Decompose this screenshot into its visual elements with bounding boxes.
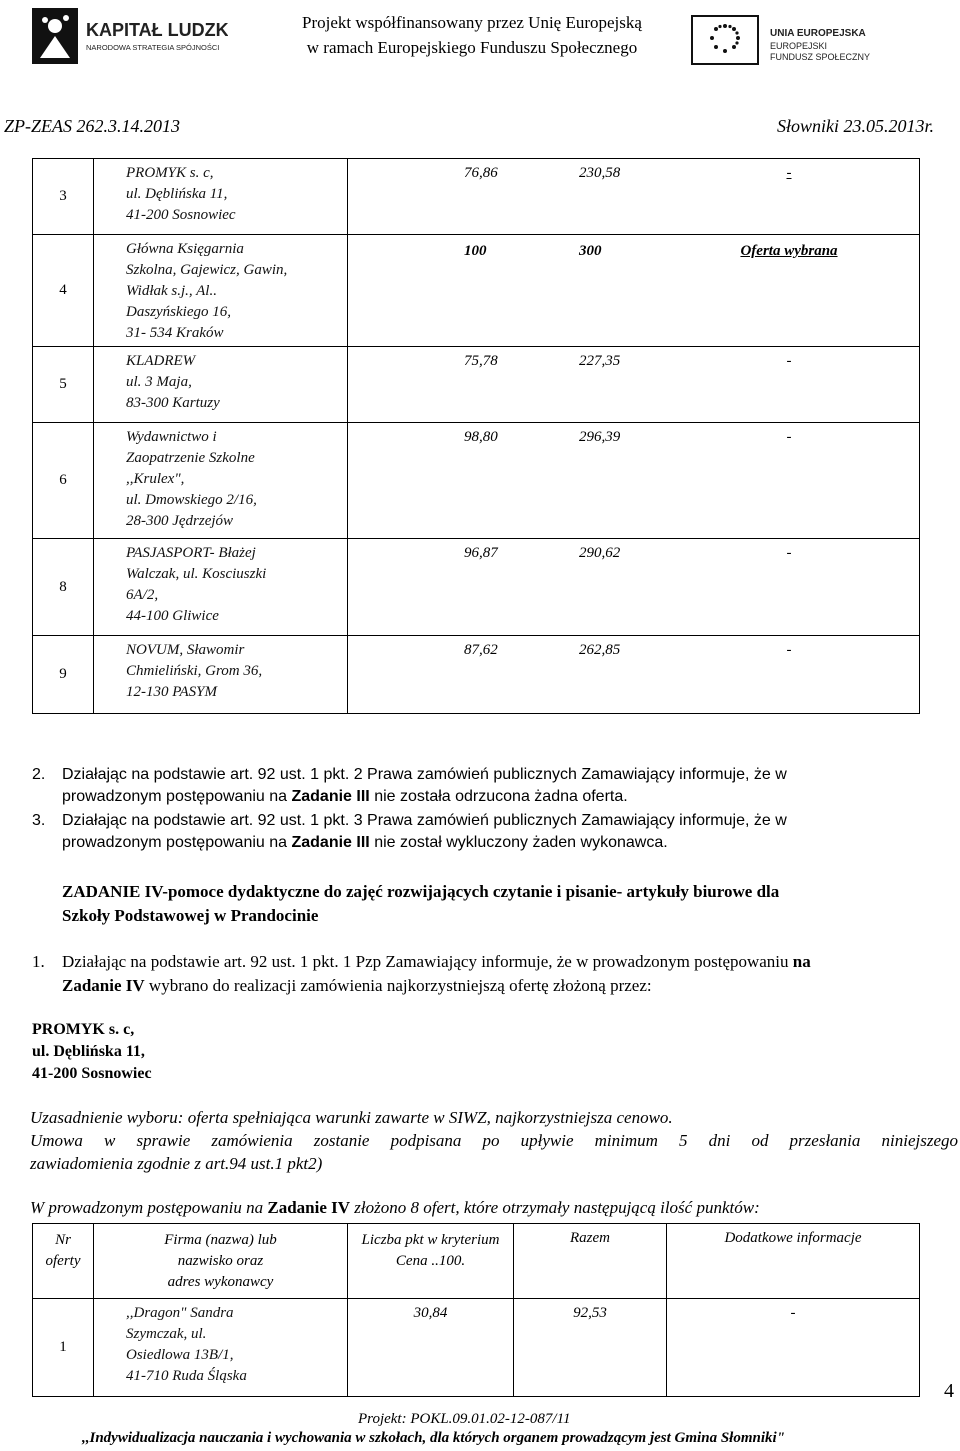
paragraph-bold: Zadanie III [291, 788, 370, 805]
offer-firm [94, 423, 348, 539]
offer-number: 6 [33, 423, 94, 539]
firm-line: ,,Dragon" Sandra [126, 1305, 234, 1321]
header-text: Cena ..100. [395, 1253, 466, 1269]
offer-values [348, 423, 920, 539]
firm-line: Główna Księgarnia [126, 241, 244, 257]
heading-line-2: Szkoły Podstawowej w Prandocinie [62, 906, 319, 925]
table-row [33, 159, 920, 235]
offer-number: 9 [33, 636, 94, 714]
cofinancing-line-1: Projekt współfinansowany przez Unię Europejską [302, 13, 642, 32]
header-nr [33, 1224, 94, 1299]
paragraph-text: Działając na podstawie art. 92 ust. 1 pkt. 1 Pzp Zamawiający informuje, że w prowadzonym postępowaniu [62, 952, 789, 971]
logo-left-subtitle: NARODOWA STRATEGIA SPÓJNOŚCI [86, 43, 220, 52]
header-text: adres wykonawcy [167, 1274, 274, 1290]
firm-line: Wydawnictwo i [126, 429, 217, 445]
firm-line: ul. Dmowskiego 2/16, [126, 492, 257, 508]
firm-line: ,,Krulex", [126, 471, 185, 487]
paragraph-number: 3. [32, 812, 46, 829]
kapital-ludzki-emblem-icon [28, 6, 228, 68]
offer-values [348, 159, 920, 235]
firm-line: 31- 534 Kraków [126, 325, 224, 341]
offer-values [348, 636, 920, 714]
offer-firm [94, 539, 348, 636]
footer-project-title: ,,Indywidualizacja nauczania i wychowania w szkołach, dla których organem prowadzącym jest Gmina Słomniki" [82, 1430, 786, 1446]
points-value: 30,84 [348, 1299, 514, 1397]
points-value: 96,87 [464, 545, 498, 561]
total-value: 230,58 [579, 165, 621, 181]
total-value: 92,53 [514, 1299, 667, 1397]
chosen-offer-label: Oferta wybrana [740, 243, 838, 259]
cofinancing-line-2: w ramach Europejskiego Funduszu Społecznego [306, 38, 638, 57]
table-row [33, 423, 920, 539]
values-row [348, 347, 919, 370]
firm-line: PROMYK s. c, [126, 165, 214, 181]
header-text: Nr [55, 1232, 71, 1248]
firm-line: Widłak s.j., Al.. [126, 283, 217, 299]
header-firm [94, 1224, 348, 1299]
total-value: 290,62 [579, 545, 621, 561]
paragraph-number: 1. [32, 952, 45, 971]
offers-intro [30, 1196, 958, 1219]
paragraph-bold: na [792, 952, 811, 971]
paragraph-3 [32, 810, 932, 854]
header-text: oferty [45, 1253, 81, 1269]
winner-line: 41-200 Sosnowiec [32, 1065, 152, 1082]
total-value: 262,85 [579, 642, 621, 658]
info-value: - [786, 353, 792, 369]
info-value: - [786, 545, 792, 561]
paragraph-text: Działając na podstawie art. 92 ust. 1 pkt. 2 Prawa zamówień publicznych Zamawiający informuje, że w [62, 766, 787, 783]
page-number: 4 [944, 1380, 954, 1402]
offer-values [348, 235, 920, 347]
offer-number: 3 [33, 159, 94, 235]
intro-text: W prowadzonym postępowaniu na [30, 1198, 264, 1217]
values-row [348, 636, 919, 659]
eu-logo-line-1: UNIA EUROPEJSKA [770, 28, 866, 39]
logo-left-title: KAPITAŁ LUDZKI [86, 20, 228, 40]
header-text: Liczba pkt w kryterium [361, 1232, 500, 1248]
eu-logo-line-2: EUROPEJSKI [770, 41, 828, 51]
firm-line: Szymczak, ul. [126, 1326, 207, 1342]
firm-line: 41-200 Sosnowiec [126, 207, 236, 223]
offer-firm [94, 1299, 348, 1397]
firm-line: Chmieliński, Grom 36, [126, 663, 263, 679]
points-value: 100 [464, 243, 487, 259]
winner-address [32, 1019, 152, 1085]
firm-line: ul. Dęblińska 11, [126, 186, 228, 202]
firm-line: Daszyńskiego 16, [126, 304, 231, 320]
justification-line: Umowa w sprawie zamówienia zostanie podpisana po upływie minimum 5 dni od przesłania niniejszego [30, 1131, 958, 1150]
paragraph-text: Działając na podstawie art. 92 ust. 1 pkt. 3 Prawa zamówień publicznych Zamawiający informuje, że w [62, 812, 787, 829]
paragraph-bold: Zadanie IV [62, 976, 145, 995]
paragraph-bold: Zadanie III [291, 834, 370, 851]
header-total: Razem [514, 1224, 667, 1299]
offer-firm [94, 159, 348, 235]
points-value: 76,86 [464, 165, 498, 181]
header-points [348, 1224, 514, 1299]
offer-number: 4 [33, 235, 94, 347]
firm-line: KLADREW [126, 353, 196, 369]
points-value: 75,78 [464, 353, 498, 369]
firm-line: Zaopatrzenie Szkolne [126, 450, 255, 466]
offer-firm [94, 636, 348, 714]
intro-text: złożono 8 ofert, które otrzymały następującą ilość punktów: [354, 1198, 760, 1217]
values-row [348, 235, 919, 260]
header-info: Dodatkowe informacje [667, 1224, 920, 1299]
firm-line: Walczak, ul. Kosciuszki [126, 566, 267, 582]
offer-number: 8 [33, 539, 94, 636]
firm-line: 44-100 Gliwice [126, 608, 219, 624]
total-value: 300 [579, 243, 602, 259]
paragraph-1-zadanie-iv [32, 950, 960, 998]
offer-number: 1 [33, 1299, 94, 1397]
offer-firm [94, 235, 348, 347]
justification-line: zawiadomienia zgodnie z art.94 ust.1 pkt2) [30, 1154, 323, 1173]
info-value: - [667, 1299, 920, 1397]
justification [30, 1106, 958, 1175]
values-row [348, 159, 919, 182]
footer-project-id: Projekt: POKL.09.01.02-12-087/11 [358, 1411, 571, 1427]
header-text: Firma (nazwa) lub [164, 1232, 277, 1248]
points-value: 87,62 [464, 642, 498, 658]
firm-line: Szkolna, Gajewicz, Gawin, [126, 262, 288, 278]
intro-bold: Zadanie IV [267, 1198, 351, 1217]
offer-values [348, 539, 920, 636]
kapital-ludzki-logo [28, 6, 228, 68]
table-header-row [33, 1224, 920, 1299]
info-value: - [786, 429, 792, 445]
paragraph-text: prowadzonym postępowaniu na [62, 788, 288, 805]
winner-line: ul. Dęblińska 11, [32, 1043, 145, 1060]
paragraph-2 [32, 764, 932, 808]
eu-logo [690, 14, 930, 72]
paragraph-text: prowadzonym postępowaniu na [62, 834, 288, 851]
offer-firm [94, 347, 348, 423]
table-row [33, 636, 920, 714]
paragraph-text: nie została odrzucona żadna oferta. [374, 788, 628, 805]
justification-line: Uzasadnienie wyboru: oferta spełniająca warunki zawarte w SIWZ, najkorzystniejsza cenowo. [30, 1108, 673, 1127]
firm-line: PASJASPORT- Błażej [126, 545, 256, 561]
paragraph-text: nie został wykluczony żaden wykonawca. [374, 834, 668, 851]
firm-line: Osiedlowa 13B/1, [126, 1347, 234, 1363]
values-row [348, 539, 919, 562]
zadanie-iv-heading [62, 880, 960, 928]
table-row [33, 539, 920, 636]
firm-line: ul. 3 Maja, [126, 374, 192, 390]
eu-flag-icon [690, 14, 930, 72]
offers-table-zadanie-iii [32, 158, 920, 714]
paragraph-number: 2. [32, 766, 46, 783]
eu-logo-line-3: FUNDUSZ SPOŁECZNY [770, 52, 871, 62]
header-text: nazwisko oraz [177, 1253, 264, 1269]
case-number: ZP-ZEAS 262.3.14.2013 [4, 116, 181, 136]
info-value: - [786, 165, 792, 181]
table-row [33, 1299, 920, 1397]
place-date: Słowniki 23.05.2013r. [776, 116, 934, 136]
total-value: 227,35 [579, 353, 621, 369]
firm-line: 6A/2, [126, 587, 159, 603]
winner-line: PROMYK s. c, [32, 1021, 135, 1038]
table-row [33, 235, 920, 347]
firm-line: 28-300 Jędrzejów [126, 513, 234, 529]
offer-values [348, 347, 920, 423]
firm-line: NOVUM, Sławomir [126, 642, 245, 658]
firm-line: 12-130 PASYM [126, 684, 217, 700]
total-value: 296,39 [579, 429, 621, 445]
project-cofinancing-text [262, 10, 682, 60]
firm-line: 41-710 Ruda Śląska [126, 1368, 247, 1384]
firm-line: 83-300 Kartuzy [126, 395, 220, 411]
offers-table-zadanie-iv [32, 1223, 920, 1397]
table-row [33, 347, 920, 423]
points-value: 98,80 [464, 429, 498, 445]
offer-number: 5 [33, 347, 94, 423]
heading-line-1: ZADANIE IV-pomoce dydaktyczne do zajęć rozwijających czytanie i pisanie- artykuły biurowe dla [62, 882, 780, 901]
paragraph-text: wybrano do realizacji zamówienia najkorzystniejszą ofertę złożoną przez: [148, 976, 652, 995]
values-row [348, 423, 919, 446]
info-value: - [786, 642, 792, 658]
